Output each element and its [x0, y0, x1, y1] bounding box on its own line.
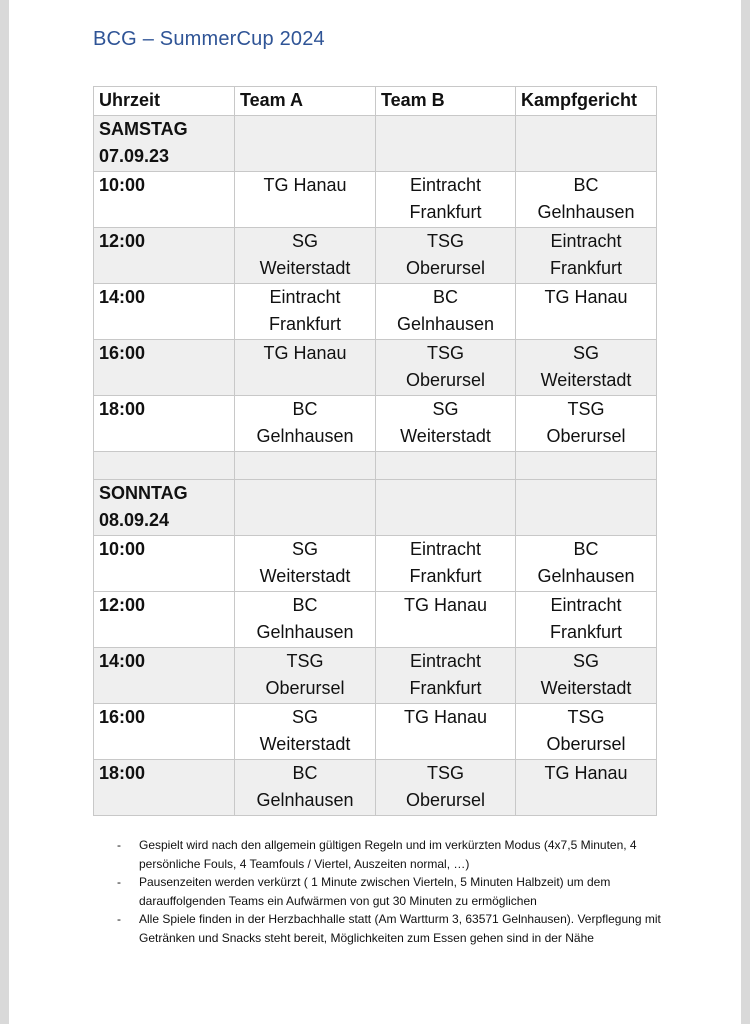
- table-row: [94, 591, 657, 647]
- team-a-cell: Eintracht Frankfurt: [235, 283, 376, 339]
- document-page: [9, 0, 741, 1024]
- judge-cell: BC Gelnhausen: [516, 535, 657, 591]
- judge-cell: TSG Oberursel: [516, 395, 657, 451]
- table-row: [94, 227, 657, 283]
- team-b-cell: SG Weiterstadt: [376, 395, 516, 451]
- note-text: Pausenzeiten werden verkürzt ( 1 Minute zwischen Vierteln, 5 Minuten Halbzeit) um dem darauffolgenden Teams ein Aufwärmen von gut 30 Minuten zu ermöglichen: [139, 875, 611, 908]
- judge-cell: TSG Oberursel: [516, 703, 657, 759]
- game-time: 16:00: [94, 703, 235, 759]
- team-a-cell: SG Weiterstadt: [235, 703, 376, 759]
- note-text: Alle Spiele finden in der Herzbachhalle statt (Am Wartturm 3, 63571 Gelnhausen). Verpflegung mit Getränken und Snacks steht bereit, Möglichkeiten zum Essen gehen sind in der Nähe: [139, 912, 661, 945]
- team-b-cell: Eintracht Frankfurt: [376, 647, 516, 703]
- judge-cell: TG Hanau: [516, 759, 657, 815]
- spacer-row: [94, 451, 657, 479]
- team-a-cell: TG Hanau: [235, 171, 376, 227]
- document-title: BCG – SummerCup 2024: [93, 28, 325, 50]
- judge-cell: BC Gelnhausen: [516, 171, 657, 227]
- judge-cell: SG Weiterstadt: [516, 647, 657, 703]
- table-header-row: [94, 87, 657, 116]
- schedule-table: [93, 86, 657, 816]
- table-row: [94, 647, 657, 703]
- team-b-cell: Eintracht Frankfurt: [376, 535, 516, 591]
- table-row: [94, 759, 657, 815]
- table-row: [94, 535, 657, 591]
- judge-cell: Eintracht Frankfurt: [516, 591, 657, 647]
- team-b-cell: TSG Oberursel: [376, 227, 516, 283]
- header-judge: Kampfgericht: [516, 87, 657, 116]
- team-a-cell: SG Weiterstadt: [235, 227, 376, 283]
- game-time: 12:00: [94, 227, 235, 283]
- judge-cell: TG Hanau: [516, 283, 657, 339]
- judge-cell: SG Weiterstadt: [516, 339, 657, 395]
- game-time: 14:00: [94, 283, 235, 339]
- team-a-cell: TG Hanau: [235, 339, 376, 395]
- team-b-cell: TG Hanau: [376, 591, 516, 647]
- team-b-cell: TG Hanau: [376, 703, 516, 759]
- day-label: SONNTAG 08.09.24: [94, 479, 235, 535]
- bullet-dash: -: [117, 912, 121, 927]
- day-label: SAMSTAG 07.09.23: [94, 115, 235, 171]
- game-time: 18:00: [94, 395, 235, 451]
- list-item: [113, 910, 673, 947]
- team-b-cell: TSG Oberursel: [376, 339, 516, 395]
- table-row: [94, 395, 657, 451]
- team-b-cell: Eintracht Frankfurt: [376, 171, 516, 227]
- team-a-cell: BC Gelnhausen: [235, 395, 376, 451]
- note-text: Gespielt wird nach den allgemein gültigen Regeln und im verkürzten Modus (4x7,5 Minuten, 4 persönliche Fouls, 4 Teamfouls / Viertel, Auszeiten normal, …): [139, 838, 637, 871]
- team-b-cell: TSG Oberursel: [376, 759, 516, 815]
- day-row-saturday: [94, 115, 657, 171]
- day-row-sunday: [94, 479, 657, 535]
- game-time: 14:00: [94, 647, 235, 703]
- bullet-dash: -: [117, 838, 121, 852]
- table-row: [94, 703, 657, 759]
- game-time: 12:00: [94, 591, 235, 647]
- table-row: [94, 171, 657, 227]
- team-a-cell: BC Gelnhausen: [235, 759, 376, 815]
- team-a-cell: TSG Oberursel: [235, 647, 376, 703]
- header-team-a: Team A: [235, 87, 376, 116]
- bullet-dash: -: [117, 875, 121, 890]
- table-row: [94, 283, 657, 339]
- game-time: 18:00: [94, 759, 235, 815]
- rules-notes-list: [113, 836, 673, 948]
- team-a-cell: BC Gelnhausen: [235, 591, 376, 647]
- judge-cell: Eintracht Frankfurt: [516, 227, 657, 283]
- list-item: [113, 873, 673, 910]
- table-row: [94, 339, 657, 395]
- header-time: Uhrzeit: [94, 87, 235, 116]
- game-time: 10:00: [94, 535, 235, 591]
- game-time: 10:00: [94, 171, 235, 227]
- game-time: 16:00: [94, 339, 235, 395]
- team-b-cell: BC Gelnhausen: [376, 283, 516, 339]
- team-a-cell: SG Weiterstadt: [235, 535, 376, 591]
- list-item: [113, 836, 673, 873]
- header-team-b: Team B: [376, 87, 516, 116]
